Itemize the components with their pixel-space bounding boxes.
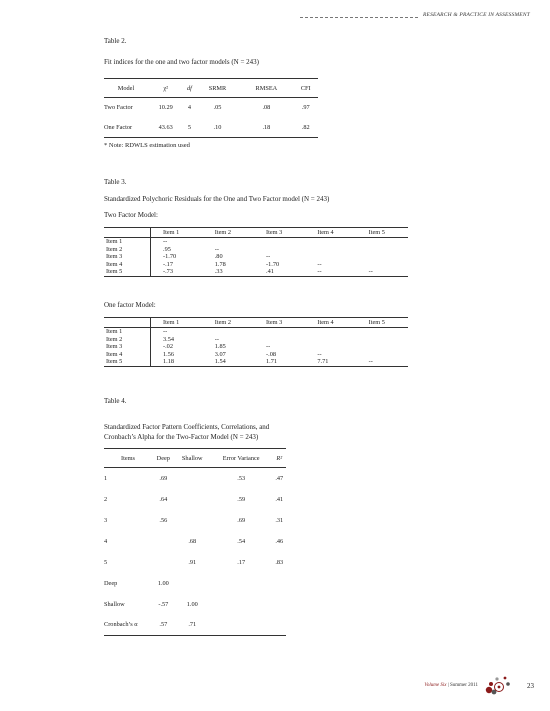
- table-cell: [273, 615, 286, 636]
- table-cell: --: [151, 238, 203, 246]
- table4-label: Table 4.: [104, 397, 127, 405]
- table-cell: --: [266, 253, 271, 260]
- row-label: Item 2: [106, 335, 123, 343]
- table-row: [104, 510, 286, 531]
- table-cell: .69: [159, 474, 168, 482]
- column-header: Deep: [156, 454, 170, 462]
- table-cell: .91: [188, 558, 197, 566]
- row-label: Item 3: [106, 253, 123, 260]
- table-cell: .68: [188, 537, 197, 545]
- table-cell: 1.78: [214, 260, 226, 268]
- table-cell: -1.70: [151, 253, 203, 261]
- table-header-row: [104, 228, 408, 238]
- table-cell: [357, 246, 408, 254]
- row-label: 3: [104, 516, 108, 524]
- column-header: [104, 318, 151, 328]
- column-header: Items: [121, 454, 135, 462]
- column-header: Shallow: [181, 454, 203, 462]
- row-label: Item 2: [106, 245, 123, 253]
- table-cell: [254, 336, 305, 344]
- table-cell: .57: [159, 621, 168, 629]
- table-cell: 4: [187, 104, 192, 112]
- row-label: Item 3: [106, 343, 123, 350]
- table-cell: .41: [275, 495, 284, 503]
- table-row: [104, 615, 286, 636]
- table-cell: [357, 343, 408, 351]
- table-row: [104, 489, 286, 510]
- row-label: Item 4: [106, 350, 123, 358]
- table-row: [104, 343, 408, 351]
- table-cell: 1.71: [266, 358, 278, 365]
- column-header: Model: [117, 84, 135, 92]
- table-row: [104, 552, 286, 573]
- row-label: 1: [104, 474, 108, 482]
- table3-caption: Standardized Polychoric Residuals for the One and Two Factor model (N = 243): [104, 195, 330, 203]
- table-cell: [305, 253, 356, 261]
- column-header: Item 4: [305, 228, 356, 238]
- footer-volume: Volume Six: [424, 683, 447, 688]
- table-cell: .53: [237, 474, 246, 482]
- table-cell: -.17: [151, 261, 203, 269]
- two-factor-model-label: Two Factor Model:: [104, 211, 158, 219]
- table-cell: 43.63: [158, 123, 173, 131]
- row-label: Item 5: [106, 358, 123, 365]
- table-cell: .10: [213, 123, 222, 131]
- table-cell: [175, 510, 210, 531]
- table-cell: [210, 594, 273, 615]
- table2-caption: Fit indices for the one and two factor models (N = 243): [104, 58, 259, 66]
- one-factor-residuals-table: [104, 317, 408, 367]
- table-row: [104, 98, 318, 118]
- table-cell: [357, 351, 408, 359]
- table-cell: [357, 328, 408, 336]
- table-cell: -1.70: [266, 260, 280, 268]
- table-cell: [175, 468, 210, 489]
- column-header: df: [187, 84, 192, 92]
- table-header-row: [104, 79, 318, 98]
- column-header: [104, 228, 151, 238]
- table-cell: 3.07: [214, 350, 226, 358]
- table-cell: .31: [275, 516, 284, 524]
- table-cell: [357, 253, 408, 261]
- table-row: [104, 573, 286, 594]
- row-label: Cronbach’s α: [104, 621, 138, 629]
- table-header-row: [104, 318, 408, 328]
- table-cell: 1.54: [214, 358, 226, 365]
- table-cell: .33: [214, 268, 223, 275]
- column-header: R²: [276, 454, 283, 462]
- table-cell: --: [317, 260, 322, 268]
- table-row: [104, 468, 286, 489]
- running-header: [300, 10, 530, 24]
- table-cell: [357, 336, 408, 344]
- table-row: [104, 328, 408, 336]
- one-factor-model-label: One factor Model:: [104, 301, 156, 309]
- table-row: [104, 358, 408, 366]
- table-cell: [254, 328, 305, 336]
- row-label: 4: [104, 537, 108, 545]
- table-row: [104, 246, 408, 254]
- table-cell: .41: [266, 268, 274, 275]
- column-header: Item 4: [305, 318, 356, 328]
- table-cell: [175, 489, 210, 510]
- table-cell: [305, 238, 356, 246]
- table-cell: .97: [301, 104, 310, 112]
- table-cell: .47: [275, 474, 284, 482]
- column-header: Item 5: [357, 318, 408, 328]
- table-row: [104, 594, 286, 615]
- table-cell: --: [317, 350, 322, 358]
- table-cell: 5: [187, 123, 192, 131]
- table-cell: [305, 343, 356, 351]
- table-row: [104, 268, 408, 276]
- column-header: Item 5: [357, 228, 408, 238]
- table-cell: [203, 238, 254, 246]
- table-cell: .82: [301, 123, 310, 131]
- table-row: [104, 253, 408, 261]
- table-cell: [357, 261, 408, 269]
- journal-logo-icon: [484, 673, 512, 697]
- table-row: [104, 261, 408, 269]
- column-header: Item 1: [151, 318, 203, 328]
- table-cell: 1.18: [151, 358, 203, 366]
- table-cell: 1.00: [157, 579, 169, 587]
- table-cell: .05: [213, 104, 222, 112]
- table-cell: .56: [159, 516, 168, 524]
- table-cell: 1.85: [214, 343, 226, 350]
- table-cell: [305, 246, 356, 254]
- table-cell: [152, 552, 175, 573]
- table-cell: [210, 573, 273, 594]
- row-label: Item 4: [106, 260, 123, 268]
- table-cell: -.73: [151, 268, 203, 276]
- row-label: Item 1: [106, 328, 123, 335]
- row-label: Item 5: [106, 268, 123, 275]
- column-header: Item 3: [254, 228, 305, 238]
- table-cell: .17: [237, 558, 246, 566]
- table-cell: Two Factor: [104, 104, 133, 112]
- table-cell: .18: [262, 123, 271, 131]
- table-cell: 3.54: [151, 336, 203, 344]
- row-label: 5: [104, 558, 108, 566]
- table2-note: * Note: RDWLS estimation used: [104, 142, 190, 149]
- column-header: Error Variance: [222, 454, 260, 462]
- table-cell: 7.71: [317, 358, 329, 365]
- table-row: [104, 531, 286, 552]
- column-header: CFI: [300, 84, 311, 92]
- table-cell: [273, 594, 286, 615]
- row-label: Item 1: [106, 238, 123, 245]
- table-cell: -.08: [266, 350, 276, 358]
- table-cell: .69: [237, 516, 246, 524]
- page-number: 23: [527, 682, 534, 690]
- table-cell: .71: [188, 621, 197, 629]
- table-cell: One Factor: [104, 123, 133, 131]
- table-cell: --: [266, 343, 271, 350]
- table-cell: 10.29: [158, 104, 173, 112]
- fit-indices-table: [104, 78, 318, 138]
- table-cell: .59: [237, 495, 246, 503]
- table3-label: Table 3.: [104, 178, 127, 186]
- table-row: [104, 118, 318, 138]
- table-cell: --: [214, 245, 219, 253]
- table-row: [104, 238, 408, 246]
- table-cell: .08: [262, 104, 271, 112]
- page-footer: [374, 673, 534, 697]
- table-cell: --: [151, 328, 203, 336]
- table4-caption-line2: Cronbach’s Alpha for the Two-Factor Model (N = 243): [104, 433, 259, 441]
- table-cell: 1.00: [186, 600, 198, 608]
- table-cell: --: [368, 268, 373, 275]
- running-title: RESEARCH & PRACTICE IN ASSESSMENT: [422, 12, 530, 18]
- table-cell: .46: [275, 537, 284, 545]
- column-header: RMSEA: [255, 84, 278, 92]
- row-label: Deep: [104, 579, 118, 587]
- table-cell: 1.56: [151, 351, 203, 359]
- table-cell: [152, 531, 175, 552]
- column-header: Item 1: [151, 228, 203, 238]
- footer-issue: [424, 683, 478, 688]
- table-cell: [305, 328, 356, 336]
- table-cell: -.02: [151, 343, 203, 351]
- table-cell: .95: [151, 246, 203, 254]
- table-row: [104, 336, 408, 344]
- header-rule: [300, 17, 418, 18]
- table-cell: [210, 615, 273, 636]
- table-cell: --: [214, 335, 219, 343]
- table-row: [104, 351, 408, 359]
- table-cell: .54: [237, 537, 246, 545]
- row-label: Shallow: [104, 600, 125, 608]
- table4-caption-line1: Standardized Factor Pattern Coefficients, Correlations, and: [104, 423, 270, 431]
- table-cell: [305, 336, 356, 344]
- row-label: 2: [104, 495, 108, 503]
- table-cell: .80: [214, 253, 223, 260]
- table-cell: [175, 573, 210, 594]
- column-header: χ²: [163, 84, 169, 92]
- table-cell: --: [317, 268, 322, 275]
- table-cell: [254, 246, 305, 254]
- table-cell: .64: [159, 495, 168, 503]
- table-header-row: [104, 449, 286, 468]
- table-cell: [203, 328, 254, 336]
- table-cell: [357, 238, 408, 246]
- table-cell: -.57: [158, 600, 169, 608]
- table-cell: --: [368, 358, 373, 365]
- footer-issue-date: | Summer 2011: [446, 683, 478, 688]
- column-header: Item 2: [203, 228, 254, 238]
- factor-pattern-table: [104, 448, 286, 636]
- table-cell: .83: [275, 558, 284, 566]
- table-cell: [273, 573, 286, 594]
- column-header: Item 2: [203, 318, 254, 328]
- table2-label: Table 2.: [104, 37, 127, 45]
- table-cell: [254, 238, 305, 246]
- column-header: Item 3: [254, 318, 305, 328]
- column-header: SRMR: [208, 84, 227, 92]
- two-factor-residuals-table: [104, 227, 408, 277]
